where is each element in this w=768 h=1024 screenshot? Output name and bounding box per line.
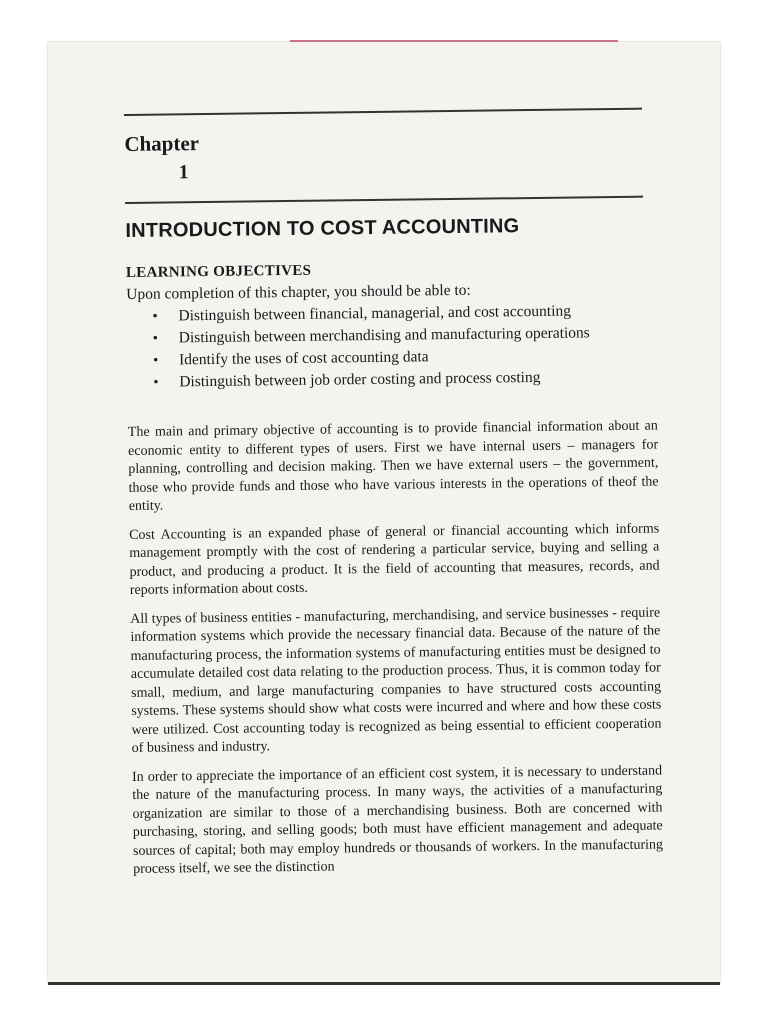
chapter-label: Chapter bbox=[124, 131, 200, 156]
bullet-icon: • bbox=[153, 374, 159, 391]
learning-objectives-intro: Upon completion of this chapter, you should be able to: bbox=[126, 281, 471, 303]
objectives-list bbox=[126, 300, 657, 394]
page-bottom-edge bbox=[48, 982, 720, 985]
body-text bbox=[128, 418, 664, 880]
chapter-heading bbox=[124, 126, 655, 190]
paragraph: The main and primary objective of accounting is to provide financial information about an economic entity to different types of users. First we have internal users – managers for planning, controlling and decision making. Then we have external users – the government, those who provide funds and those who have various interests in the operations of theof the entity. bbox=[127, 418, 659, 514]
bullet-icon: • bbox=[152, 330, 159, 347]
chapter-title: INTRODUCTION TO COST ACCOUNTING bbox=[125, 215, 520, 242]
bullet-icon: • bbox=[152, 352, 159, 369]
bottom-rule bbox=[125, 196, 643, 204]
objective-text: Distinguish between financial, managerial, and cost accounting bbox=[178, 302, 572, 325]
learning-objectives-heading: LEARNING OBJECTIVES bbox=[125, 262, 312, 281]
objective-text: Distinguish between job order costing and process costing bbox=[179, 368, 541, 391]
bullet-icon: • bbox=[152, 308, 158, 325]
paragraph: All types of business entities - manufacturing, merchandising, and service businesses - require information systems which provide the necessary financial data. Because of the nature of the manufacturing process, the information systems of manufacturing entities must be designed to accumulate detailed cost data relating to the production process. Thus, it is common today for small, medium, and large manufacturing companies to have structured costs accounting systems. These systems should show what costs were incurred and where and how these costs were utilized. Cost accounting today is recognized as being essential to efficient cooperation of business and industry. bbox=[130, 604, 662, 756]
list-item bbox=[153, 366, 657, 394]
page-content bbox=[124, 108, 663, 890]
objective-text: Identify the uses of cost accounting data bbox=[178, 348, 429, 369]
objective-text: Distinguish between merchandising and manufacturing operations bbox=[178, 324, 590, 347]
paragraph: In order to appreciate the importance of an efficient cost system, it is necessary to understand the nature of the manufacturing process. In many ways, the activities of a manufacturing organization are similar to those of a merchandising business. Both are concerned with purchasing, storing, and selling goods; both must have efficient management and adequate sources of capital; both may employ hundreds or thousands of workers. In the manufacturing process itself, we see the distinction bbox=[132, 762, 664, 877]
chapter-number: 1 bbox=[178, 161, 189, 184]
paragraph: Cost Accounting is an expanded phase of general or financial accounting which informs management promptly with the cost of rendering a particular service, buying and selling a product, and producing a product. It is the field of accounting that measures, records, and reports information about costs. bbox=[129, 520, 660, 598]
